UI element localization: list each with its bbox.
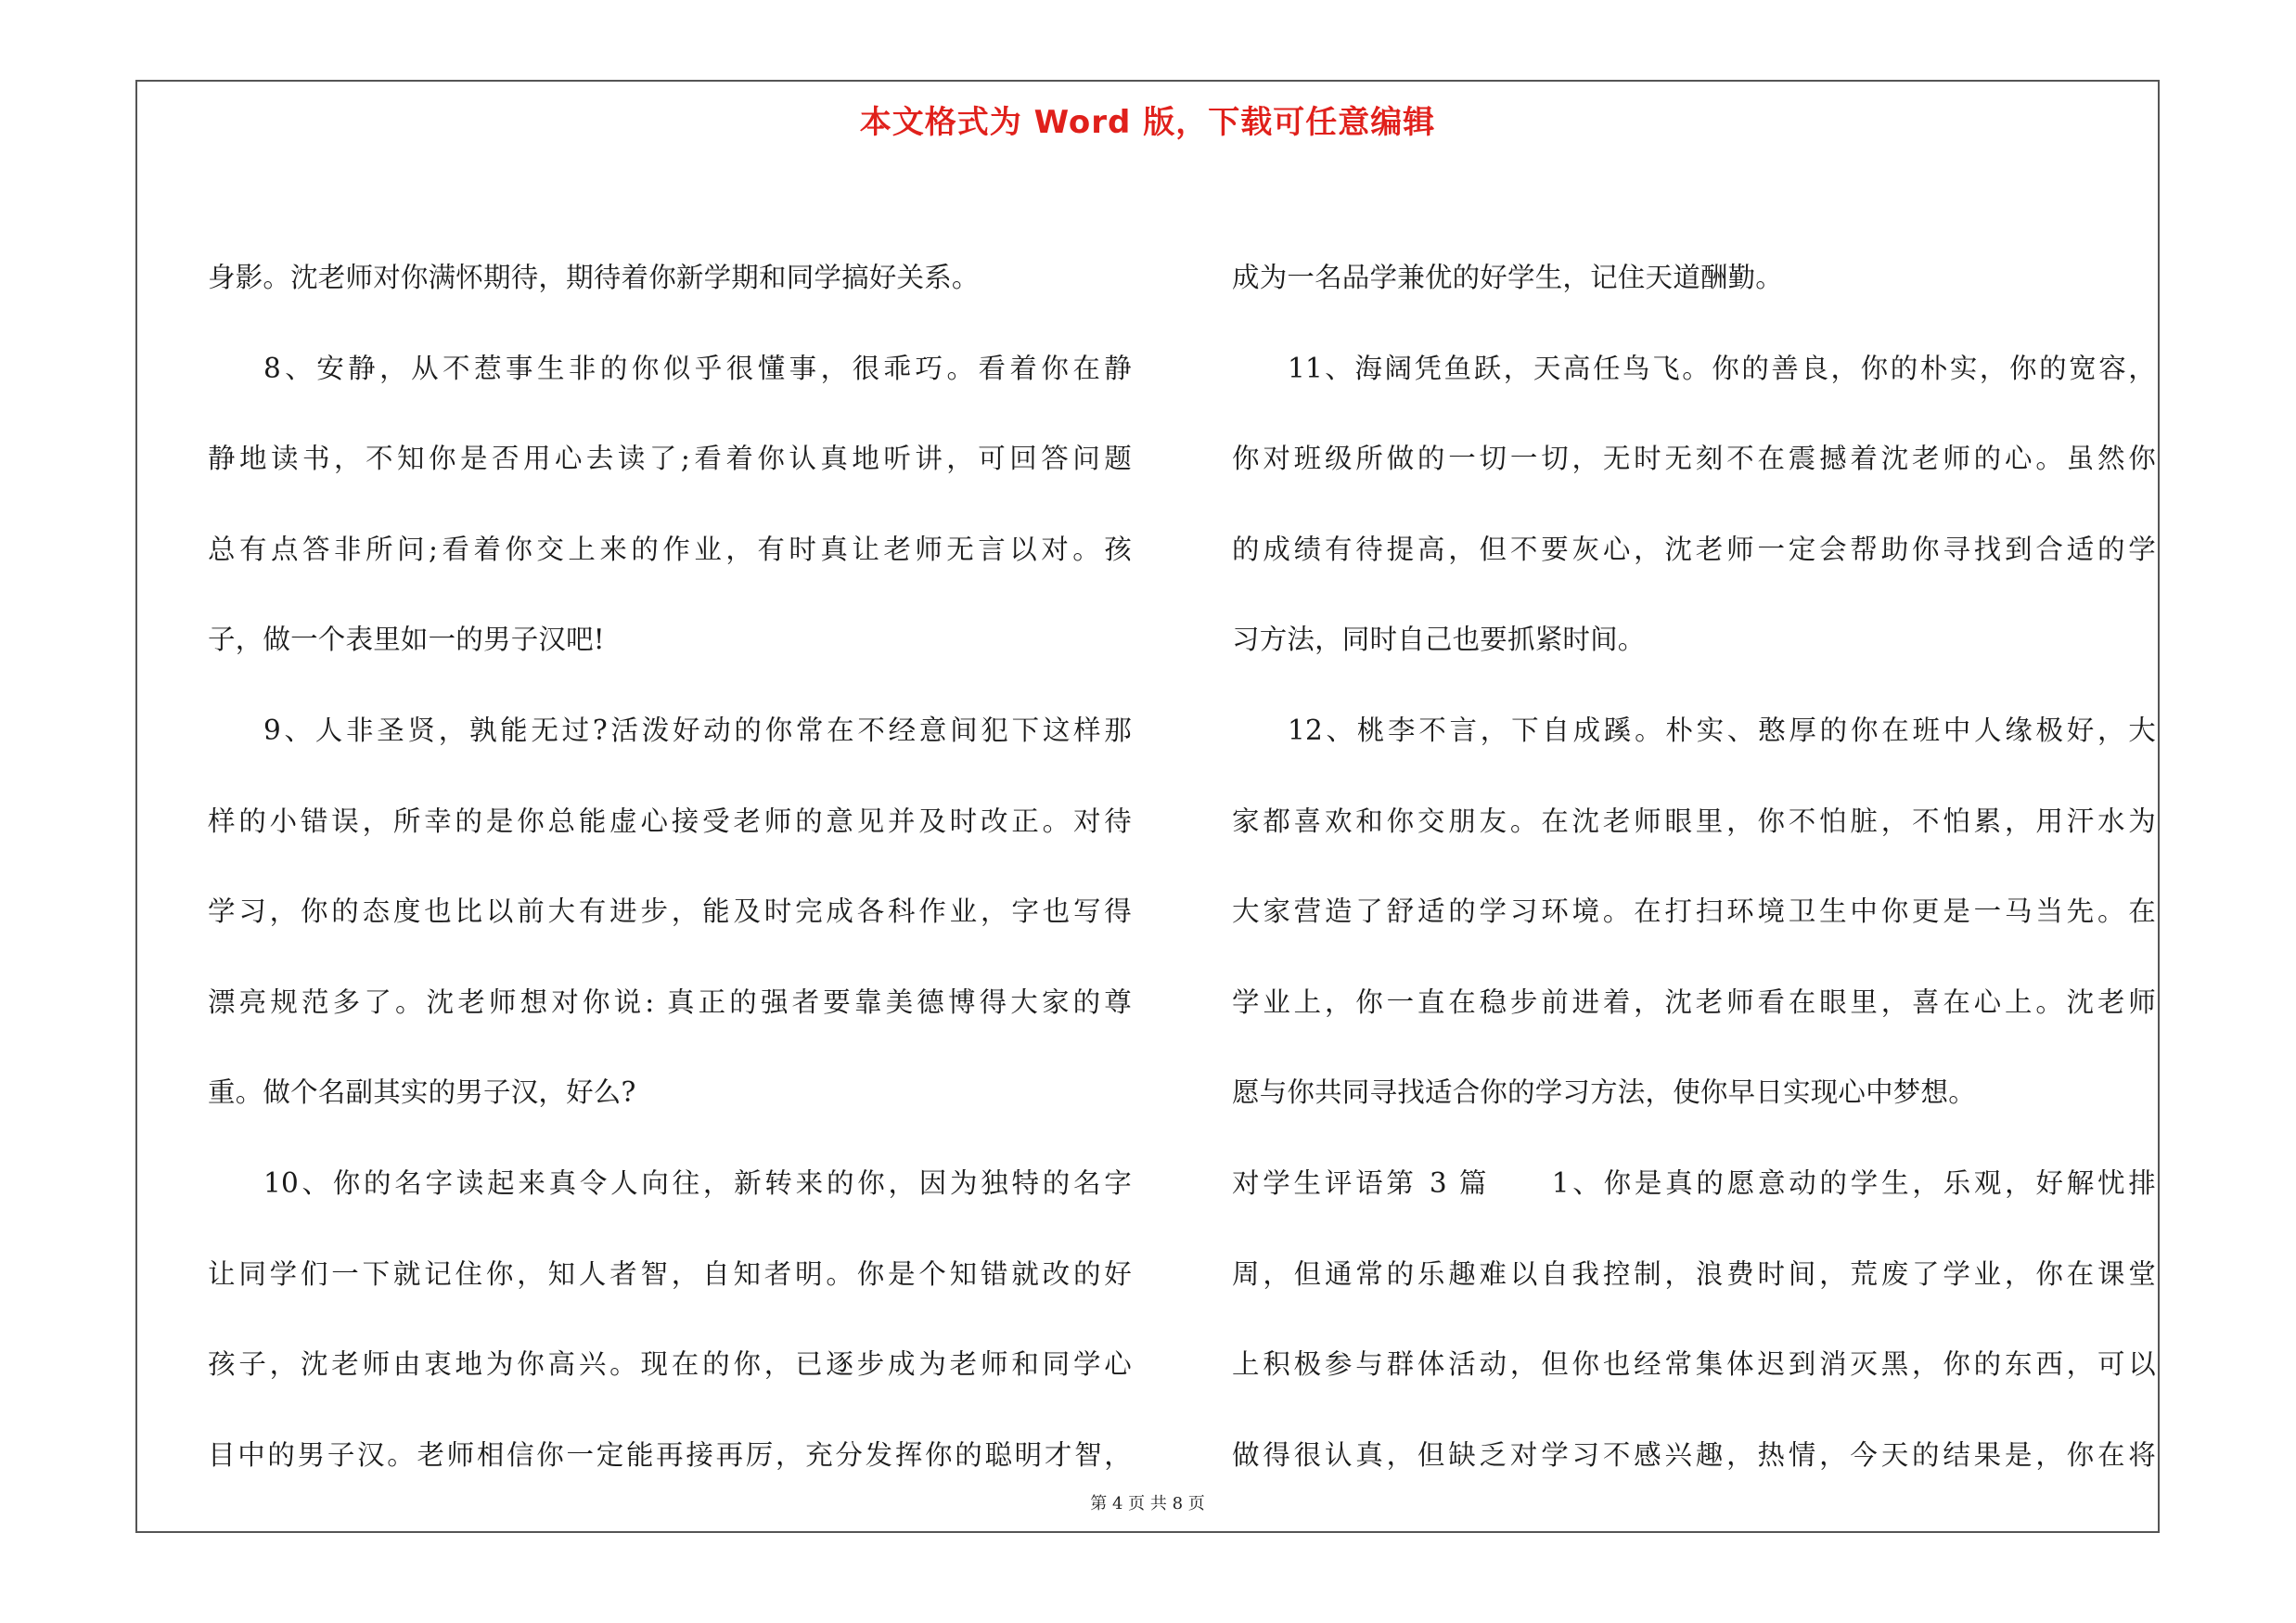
left-column-line: 总有点答非所问;看着你交上来的作业，有时真让老师无言以对。孩 <box>208 533 1132 565</box>
left-column-line: 身影。沈老师对你满怀期待，期待着你新学期和同学搞好关系。 <box>208 262 980 293</box>
right-column-line: 对学生评语第 3 篇 1、你是真的愿意动的学生，乐观，好解忧排 <box>1232 1166 2156 1199</box>
left-column-line: 学习，你的态度也比以前大有进步，能及时完成各科作业，字也写得 <box>208 895 1132 928</box>
left-column-line: 孩子，沈老师由衷地为你高兴。现在的你，已逐步成为老师和同学心 <box>208 1348 1132 1381</box>
page-number-footer: 第 4 页 共 8 页 <box>1090 1494 1205 1514</box>
right-column-line: 习方法，同时自己也要抓紧时间。 <box>1232 624 1646 656</box>
right-text-column <box>1232 264 2156 1531</box>
right-column-line: 11、海阔凭鱼跃，天高任鸟飞。你的善良，你的朴实，你的宽容， <box>1288 352 2156 384</box>
left-column-line: 静地读书，不知你是否用心去读了;看着你认真地听讲，可回答问题 <box>208 443 1132 475</box>
left-column-line: 9、人非圣贤，孰能无过?活泼好动的你常在不经意间犯下这样那 <box>263 714 1132 746</box>
right-column-line: 学业上，你一直在稳步前进着，沈老师看在眼里，喜在心上。沈老师 <box>1232 985 2156 1018</box>
format-notice-banner: 本文格式为 Word 版，下载可任意编辑 <box>859 104 1436 141</box>
left-text-column <box>208 264 1132 1531</box>
left-column-line: 让同学们一下就记住你，知人者智，自知者明。你是个知错就改的好 <box>208 1257 1132 1290</box>
left-column-line: 样的小错误，所幸的是你总能虚心接受老师的意见并及时改正。对待 <box>208 805 1132 837</box>
right-column-line: 成为一名品学兼优的好学生，记住天道酬勤。 <box>1232 262 1784 293</box>
right-column-line: 做得很认真，但缺乏对学习不感兴趣，热情，今天的结果是，你在将 <box>1232 1438 2156 1471</box>
left-column-line: 8、安静，从不惹事生非的你似乎很懂事，很乖巧。看着你在静 <box>263 352 1132 384</box>
page-frame <box>135 80 2160 1533</box>
right-column-line: 12、桃李不言，下自成蹊。朴实、憨厚的你在班中人缘极好，大 <box>1288 714 2156 746</box>
left-column-line: 重。做个名副其实的男子汉，好么? <box>208 1076 636 1109</box>
right-column-line: 家都喜欢和你交朋友。在沈老师眼里，你不怕脏，不怕累，用汗水为 <box>1232 805 2156 837</box>
right-column-line: 上积极参与群体活动，但你也经常集体迟到消灭黑，你的东西，可以 <box>1232 1348 2156 1381</box>
right-column-line: 大家营造了舒适的学习环境。在打扫环境卫生中你更是一马当先。在 <box>1232 895 2156 928</box>
left-column-line: 10、你的名字读起来真令人向往，新转来的你，因为独特的名字 <box>263 1166 1132 1199</box>
left-column-line: 目中的男子汉。老师相信你一定能再接再厉，充分发挥你的聪明才智， <box>208 1438 1132 1471</box>
right-column-line: 周，但通常的乐趣难以自我控制，浪费时间，荒废了学业，你在课堂 <box>1232 1257 2156 1290</box>
left-column-line: 漂亮规范多了。沈老师想对你说: 真正的强者要靠美德博得大家的尊 <box>208 985 1132 1018</box>
right-column-line: 你对班级所做的一切一切，无时无刻不在震撼着沈老师的心。虽然你 <box>1232 443 2156 475</box>
right-column-line: 愿与你共同寻找适合你的学习方法，使你早日实现心中梦想。 <box>1232 1076 1976 1109</box>
right-column-line: 的成绩有待提高，但不要灰心，沈老师一定会帮助你寻找到合适的学 <box>1232 533 2156 565</box>
left-column-line: 子，做一个表里如一的男子汉吧! <box>208 624 605 656</box>
